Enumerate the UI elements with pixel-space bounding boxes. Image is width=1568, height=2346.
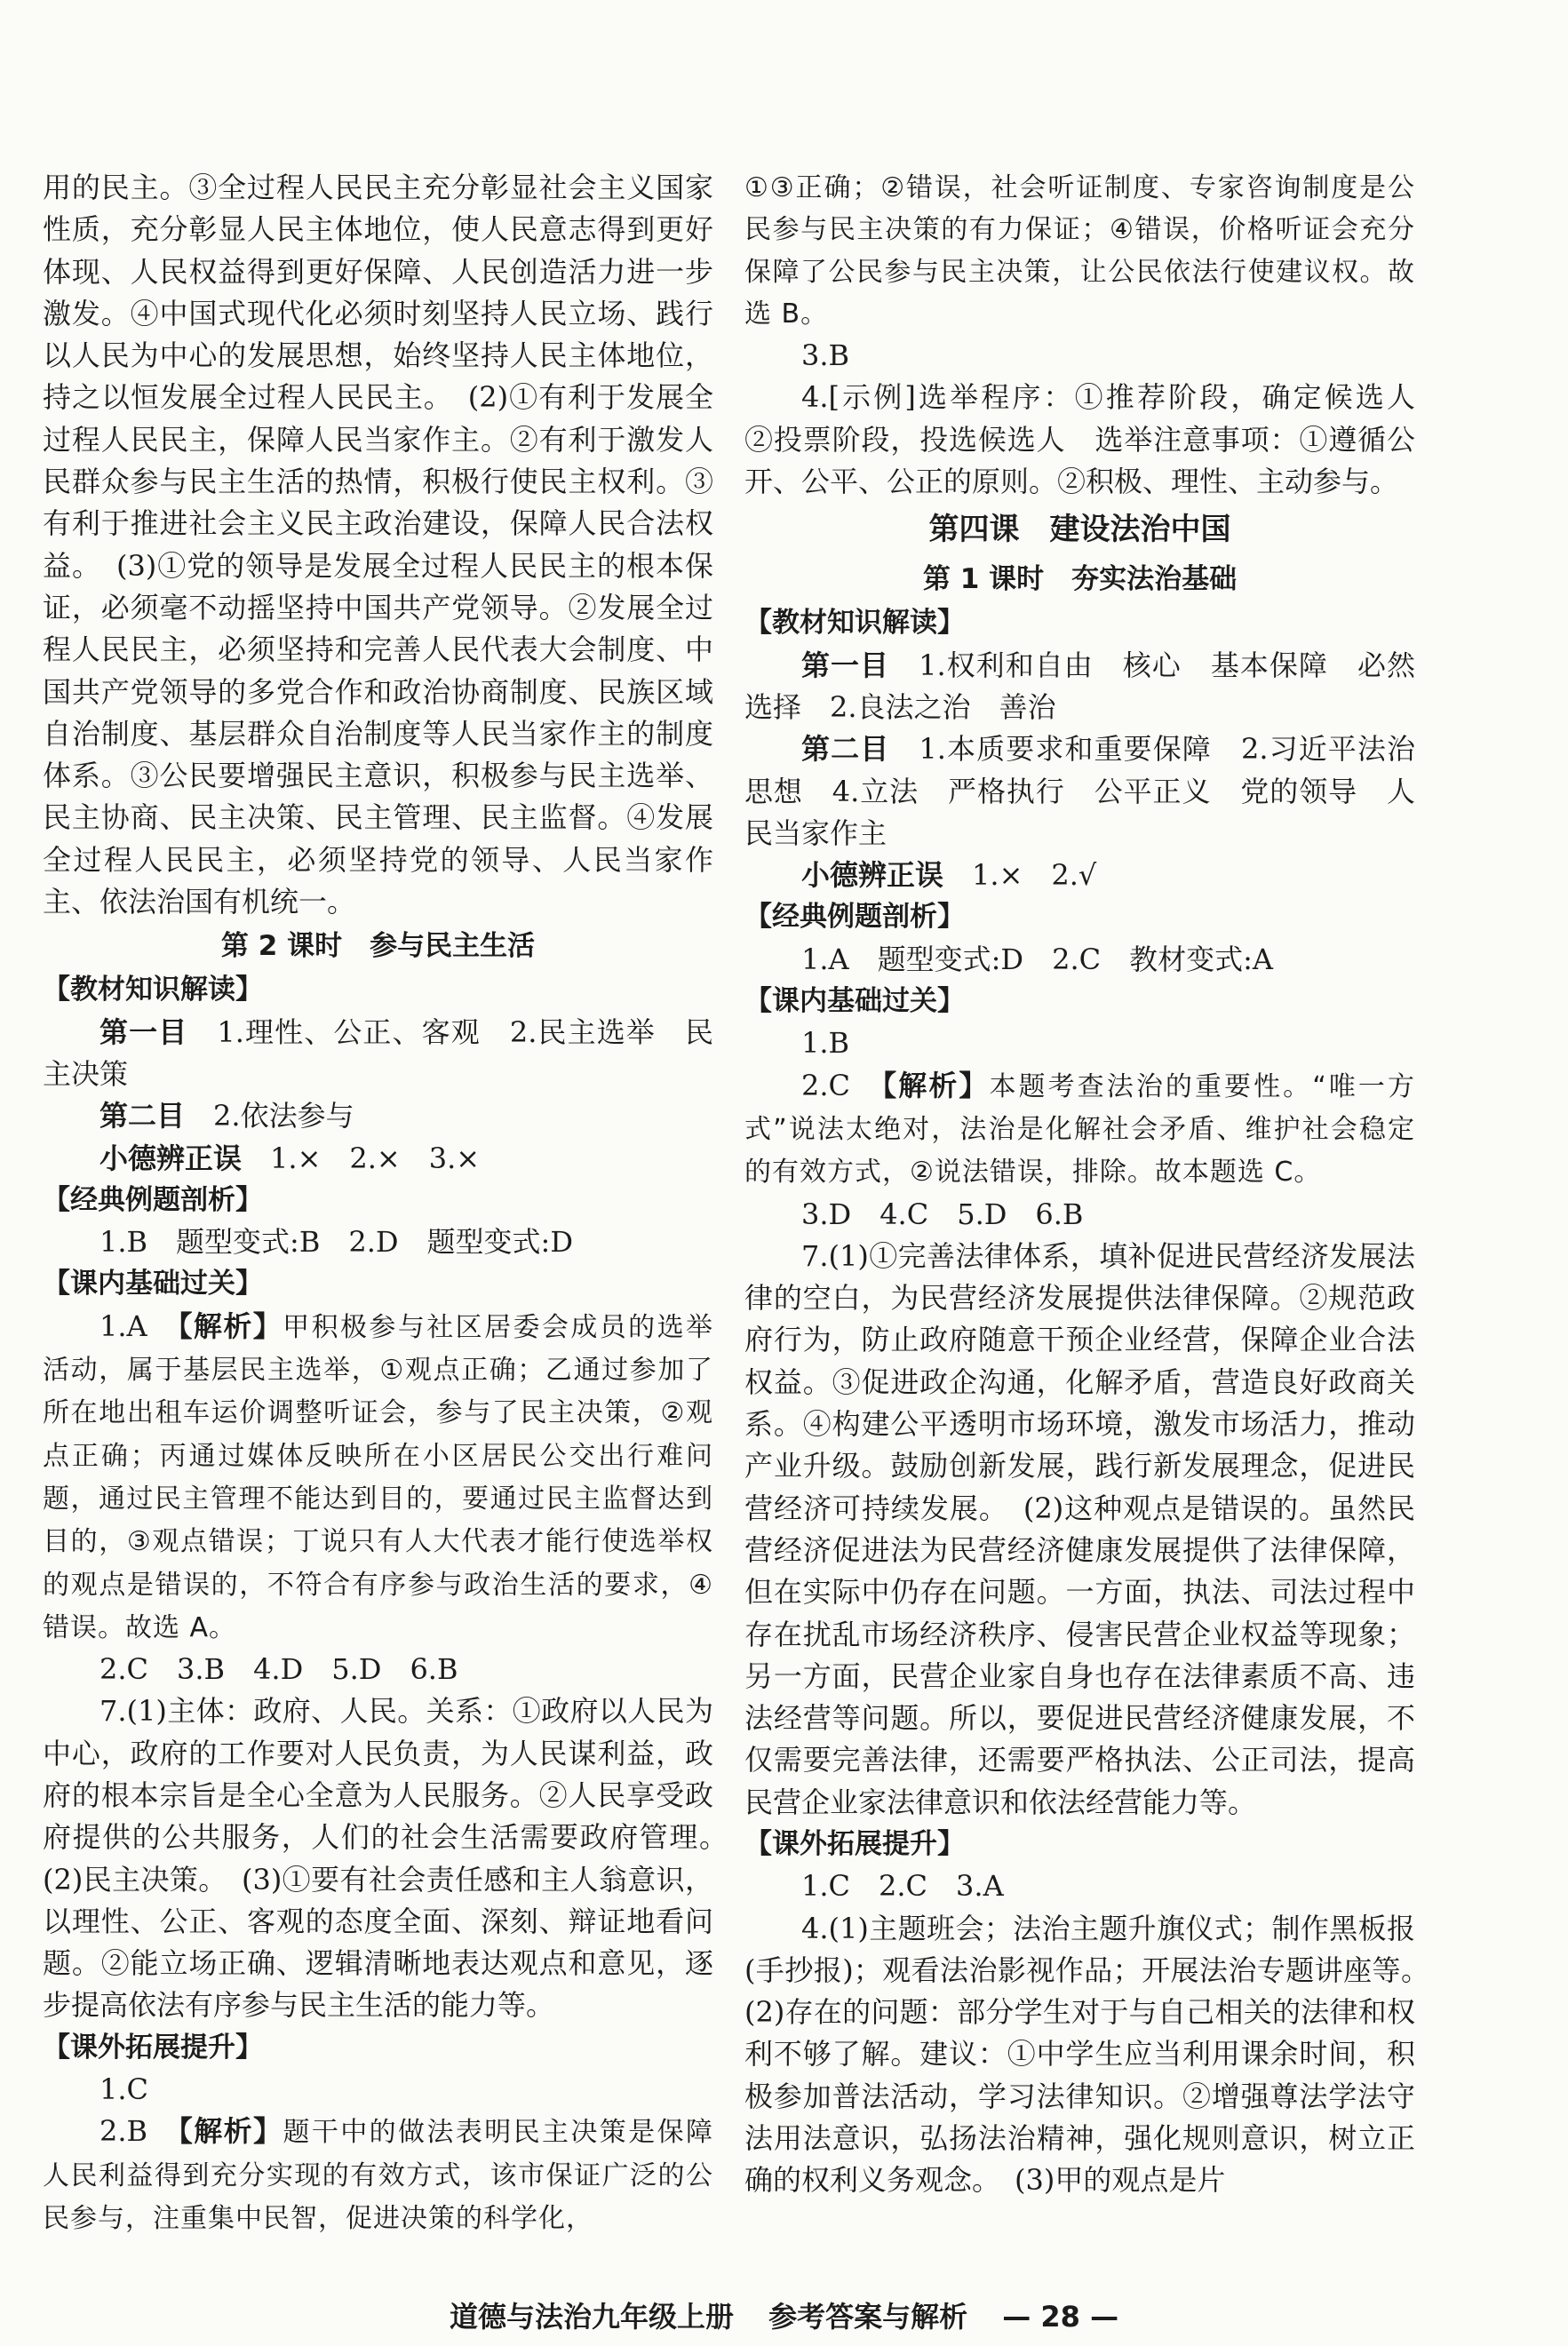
footer-book-title: 道德与法治九年级上册 bbox=[449, 2300, 734, 2334]
left-mu2-label: 第二目 bbox=[99, 1099, 186, 1133]
right-section-basics: 【课内基础过关】 bbox=[744, 985, 965, 1018]
right-mu1-text: 1.权利和自由 核心 基本保障 必然选择 2.良法之治 善治 bbox=[744, 648, 1415, 724]
left-section-examples: 【经典例题剖析】 bbox=[43, 1183, 263, 1216]
left-mu1-text: 1.理性、公正、客观 2.民主选举 民主决策 bbox=[43, 1014, 713, 1091]
right-xiaode bbox=[744, 855, 1415, 896]
right-continuation: ①③正确；②错误，社会听证制度、专家咨询制度是公民参与民主决策的有力保证；④错误，价格听证会充分保障了公民参与民主决策，让公民依法行使建议权。故选 B。 bbox=[744, 172, 1415, 330]
right-b2-analysis-tag: 【解析】 bbox=[882, 1068, 990, 1102]
right-c1-3: 1.C 2.C 3.A bbox=[801, 1869, 1004, 1904]
right-column bbox=[744, 167, 1445, 2202]
right-mu1-label: 第一目 bbox=[801, 648, 890, 682]
left-examples-line: 1.B 题型变式:B 2.D 题型变式:D bbox=[99, 1225, 573, 1260]
left-xiaode-label: 小德辨正误 bbox=[99, 1141, 243, 1175]
right-mu2 bbox=[744, 728, 1415, 855]
right-b2-number: 2.C bbox=[801, 1068, 851, 1102]
left-section-basics: 【课内基础过关】 bbox=[43, 1268, 263, 1300]
right-c4: 4.(1)主题班会；法治主题升旗仪式；制作黑板报(手抄报)；观看法治影视作品；开展法治专题讲座等。 (2)存在的问题：部分学生对于与自己相关的法律和权利不够了解。建议：①中学生应当利用课余时间，积极参加普法活动，学习法律知识。②增强尊法学法守法用法意识，弘扬法治精神，强化规则意识，树立正确的权利义务观念。 (3)甲的观点是片 bbox=[744, 1911, 1445, 2198]
left-q2-6: 2.C 3.B 4.D 5.D 6.B bbox=[99, 1652, 458, 1687]
left-lesson-title: 第 2 课时 参与民主生活 bbox=[220, 930, 536, 963]
left-paragraph-1: 用的民主。③全过程人民民主充分彰显社会主义国家性质，充分彰显人民主体地位，使人民意志得到更好体现、人民权益得到更好保障、人民创造活力进一步激发。④中国式现代化必须时刻坚持人民立场、践行以人民为中心的发展思想，始终坚持人民主体地位，持之以恒发展全过程人民民主。 (2)①有利于发展全过程人民民主，保障人民当家作主。②有利于激发人民群众参与民主生活的热情，积极行使民主权利。③有利于推进社会主义民主政治建设，保障人民合法权益。 (3)①党的领导是发展全过程人民民主的根本保证，必须毫不动摇坚持中国共产党领导。②发展全过程人民民主，必须坚持和完善人民代表大会制度、中国共产党领导的多党合作和政治协商制度、民族区域自治制度、基层群众自治制度等人民当家作主的制度体系。③公民要增强民主意识，积极参与民主选举、民主协商、民主决策、民主管理、民主监督。④发展全过程人民民主，必须坚持党的领导、人民当家作主、依法治国有机统一。 bbox=[43, 171, 713, 919]
right-q4: 4.[示例]选举程序：①推荐阶段，确定候选人 ②投票阶段，投选候选人 选举注意事项：①遵循公开、公平、公正的原则。②积极、理性、主动参与。 bbox=[744, 380, 1445, 499]
left-ext-2 bbox=[43, 2111, 713, 2239]
left-mu2-text: 2.依法参与 bbox=[213, 1099, 354, 1133]
right-lesson-title: 第 1 课时 夯实法治基础 bbox=[922, 563, 1238, 596]
footer-section-title: 参考答案与解析 bbox=[768, 2300, 968, 2334]
left-q7: 7.(1)主体：政府、人民。关系：①政府以人民为中心，政府的工作要对人民负责，为人民谋利益，政府的根本宗旨是全心全意为人民服务。②人民享受政府提供的公共服务，人们的社会生活需要政府管理。 (2)民主决策。 (3)①要有社会责任感和主人翁意识，以理性、公正、客观的态度全面、深刻、辩证地看问题。②能立场正确、逻辑清晰地表达观点和意见，逐步提高依法有序参与民主生活的能力等。 bbox=[43, 1694, 743, 2023]
left-section-textbook: 【教材知识解读】 bbox=[43, 974, 263, 1006]
left-ext2-number: 2.B bbox=[99, 2114, 148, 2149]
right-mu1 bbox=[744, 645, 1415, 729]
right-xiaode-label: 小德辨正误 bbox=[801, 858, 944, 893]
left-ext2-analysis-tag: 【解析】 bbox=[178, 2114, 283, 2149]
left-q1-number: 1.A bbox=[99, 1308, 147, 1343]
left-q1 bbox=[43, 1306, 713, 1649]
left-ext2-analysis: 题干中的做法表明民主决策是保障人民利益得到充分实现的有效方式，该市保证广泛的公民参与，注重集中民智，促进决策的科学化， bbox=[43, 2117, 713, 2234]
right-section-textbook: 【教材知识解读】 bbox=[744, 607, 965, 640]
left-mu1 bbox=[43, 1012, 713, 1096]
left-xiaode-text: 1.× 2.× 3.× bbox=[270, 1141, 481, 1175]
right-b2-analysis: 本题考查法治的重要性。“唯一方式”说法太绝对，法治是化解社会矛盾、维护社会稳定的有效方式，②说法错误，排除。故本题选 C。 bbox=[744, 1070, 1415, 1189]
right-xiaode-text: 1.× 2.√ bbox=[972, 858, 1097, 893]
page-footer bbox=[0, 2294, 1568, 2335]
right-section-examples: 【经典例题剖析】 bbox=[744, 901, 965, 934]
right-examples-line: 1.A 题型变式:D 2.C 教材变式:A bbox=[801, 942, 1273, 976]
right-section-extension: 【课外拓展提升】 bbox=[744, 1827, 965, 1860]
left-q1-analysis: 甲积极参与社区居委会成员的选举活动，属于基层民主选举，①观点正确；乙通过参加了所在地出租车运价调整听证会，参与了民主决策，②观点正确；丙通过媒体反映所在小区居民公交出行难问题，通过民主管理不能达到目的，要通过民主监督达到目的，③观点错误；丁说只有人大代表才能行使选举权的观点是错误的，不符合有序参与政治生活的要求，④错误。故选 A。 bbox=[43, 1311, 713, 1643]
right-b3-6: 3.D 4.C 5.D 6.B bbox=[801, 1197, 1084, 1231]
left-mu1-label: 第一目 bbox=[99, 1014, 188, 1049]
left-q1-analysis-tag: 【解析】 bbox=[178, 1308, 283, 1343]
right-b7: 7.(1)①完善法律体系，填补促进民营经济发展法律的空白，为民营经济发展提供法律保障。②规范政府行为，防止政府随意干预企业经营，保障企业合法权益。③促进政企沟通，化解矛盾，营造良好政商关系。④构建公平透明市场环境，激发市场活力，推动产业升级。鼓励创新发展，践行新发展理念，促进民营经济可持续发展。 (2)这种观点是错误的。虽然民营经济促进法为民营经济健康发展提供了法律保障，但在实际中仍存在问题。一方面，执法、司法过程中存在扰乱市场经济秩序、侵害民营企业权益等现象；另一方面，民营企业家自身也存在法律素质不高、违法经营等问题。所以，要促进民营经济健康发展，不仅需要完善法律，还需要严格执法、公正司法，提高民营企业家法律意识和依法经营能力等。 bbox=[744, 1238, 1415, 1819]
left-column bbox=[43, 167, 743, 2239]
chapter-title: 第四课 建设法治中国 bbox=[928, 512, 1231, 548]
right-b2 bbox=[744, 1065, 1415, 1194]
left-xiaode bbox=[43, 1138, 713, 1180]
right-b1: 1.B bbox=[801, 1026, 850, 1061]
left-mu2 bbox=[43, 1095, 713, 1137]
left-ext-1: 1.C bbox=[99, 2072, 149, 2107]
right-mu2-label: 第二目 bbox=[801, 732, 890, 767]
left-section-extension: 【课外拓展提升】 bbox=[43, 2031, 263, 2064]
right-q3: 3.B bbox=[801, 338, 850, 373]
footer-page-number: — 28 — bbox=[1002, 2300, 1119, 2334]
right-mu2-text: 1.本质要求和重要保障 2.习近平法治思想 4.立法 严格执行 公平正义 党的领导 人民当家作主 bbox=[744, 732, 1415, 850]
